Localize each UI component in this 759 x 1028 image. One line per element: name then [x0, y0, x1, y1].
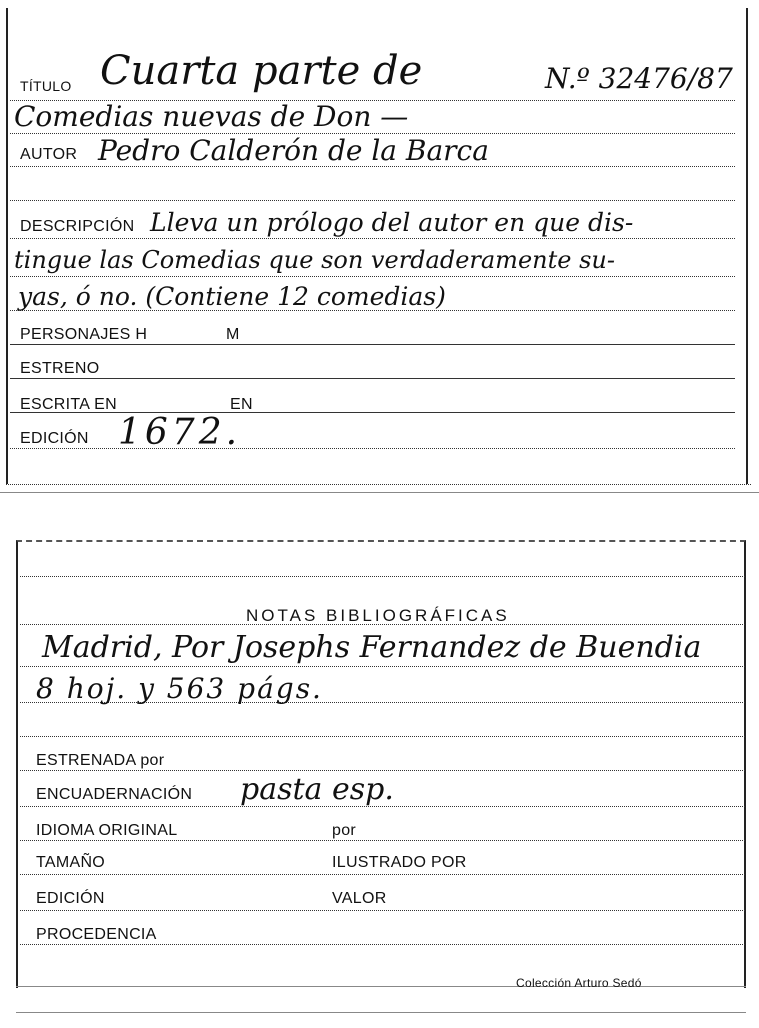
label-por: por	[332, 822, 357, 839]
rule-blank	[10, 200, 735, 201]
label-tamano: TAMAÑO	[36, 854, 106, 871]
rule-descripcion-2	[10, 276, 735, 277]
rule-personajes	[10, 344, 735, 345]
label-personajes: PERSONAJES H	[20, 326, 148, 343]
card-bottom-lower-edge	[16, 1012, 746, 1013]
rule-estrenada	[20, 770, 745, 771]
value-autor: Pedro Calderón de la Barca	[98, 134, 489, 167]
label-notas: NOTAS BIBLIOGRÁFICAS	[246, 606, 510, 625]
rule-procedencia	[20, 944, 745, 945]
value-descripcion-line1: Lleva un prólogo del autor en que dis-	[150, 208, 634, 237]
rule-notas-3	[20, 736, 745, 737]
label-procedencia: PROCEDENCIA	[36, 926, 157, 943]
label-encuadernacion: ENCUADERNACIÓN	[36, 786, 193, 803]
label-estreno: ESTRENO	[20, 360, 100, 377]
label-estrenada: ESTRENADA por	[36, 752, 165, 769]
label-idioma: IDIOMA ORIGINAL	[36, 822, 178, 839]
value-notas-line2: 8 hoj. y 563 págs.	[36, 672, 323, 705]
value-titulo-line2: Comedias nuevas de Don —	[14, 100, 409, 133]
label-titulo: TÍTULO	[20, 78, 72, 94]
value-edicion: 1672.	[118, 412, 242, 453]
label-ilustrado: ILUSTRADO POR	[332, 854, 467, 871]
rule-idioma	[20, 840, 745, 841]
rule-notas-1	[20, 666, 745, 667]
rule-descripcion	[10, 238, 735, 239]
rule-b1	[20, 576, 745, 577]
rule-tamano	[20, 874, 745, 875]
label-personajes-m: M	[226, 326, 240, 343]
cut-line	[0, 492, 759, 493]
value-descripcion-line3: yas, ó no. (Contiene 12 comedias)	[18, 282, 446, 311]
label-escrita-en: ESCRITA EN	[20, 396, 117, 413]
label-descripcion: DESCRIPCIÓN	[20, 218, 135, 235]
label-edicion-b: EDICIÓN	[36, 890, 105, 907]
label-en: EN	[230, 396, 253, 413]
rule-edicion-b	[20, 910, 745, 911]
value-titulo-line1: Cuarta parte de	[100, 48, 423, 94]
value-notas-line1: Madrid, Por Josephs Fernandez de Buendia	[42, 630, 702, 665]
label-valor: VALOR	[332, 890, 387, 907]
label-autor: AUTOR	[20, 146, 78, 163]
value-descripcion-line2: tingue las Comedias que son verdaderamente su-	[14, 246, 615, 274]
value-numero: N.º 32476/87	[545, 62, 733, 95]
card-top-bottom-edge	[6, 484, 751, 485]
label-edicion: EDICIÓN	[20, 430, 89, 447]
value-encuadernacion: pasta esp.	[240, 772, 394, 807]
rule-estreno	[10, 378, 735, 379]
footer-coleccion: Colección Arturo Sedó	[516, 976, 642, 990]
